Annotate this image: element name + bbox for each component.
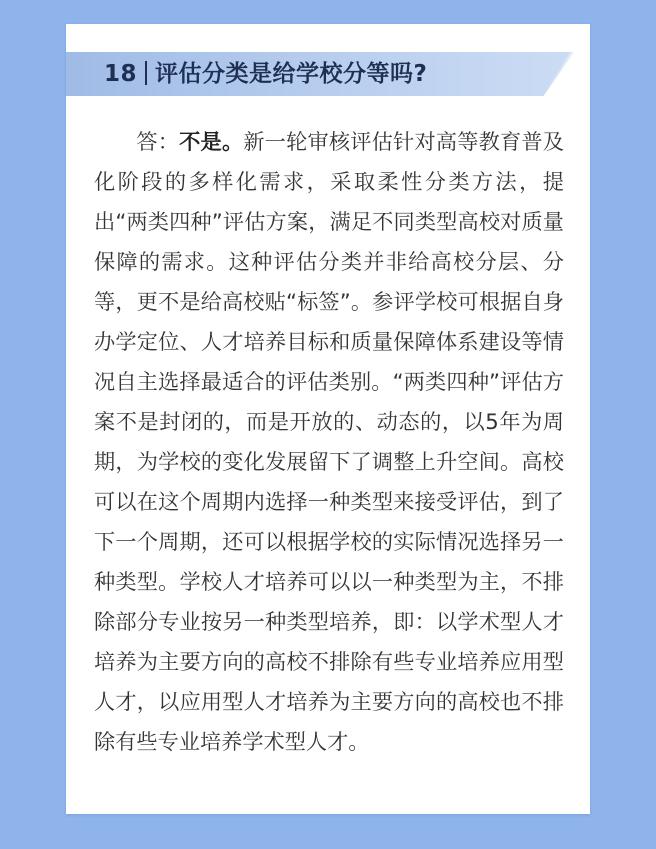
question-title: 评估分类是给学校分等吗? xyxy=(155,61,428,87)
answer-headline: 不是。 xyxy=(179,129,244,154)
title-divider xyxy=(145,61,147,85)
answer-body: 新一轮审核评估针对高等教育普及化阶段的多样化需求，采取柔性分类方法，提出“两类四种”评估方案，满足不同类型高校对质量保障的需求。这种评估分类并非给高校分层、分等，更不是给高校贴“标签”。参评学校可根据自身办学定位、人才培养目标和质量保障体系建设等情况自主选择最适合的评估类别。“两类四种”评估方案不是封闭的，而是开放的、动态的，以5年为周期，为学校的变化发展留下了调整上升空间。高校可以在这个周期内选择一种类型来接受评估，到了下一个周期，还可以根据学校的实际情况选择另一种类型。学校人才培养可以以一种类型为主，不排除部分专业按另一种类型培养，即：以学术型人才培养为主要方向的高校不排除有些专业培养应用型人才，以应用型人才培养为主要方向的高校也不排除有些专业培养学术型人才。 xyxy=(94,129,564,754)
question-heading xyxy=(104,52,427,96)
answer-paragraph xyxy=(94,122,564,762)
question-number: 18 xyxy=(104,61,138,87)
content-card xyxy=(66,24,590,814)
answer-label: 答： xyxy=(136,129,180,154)
